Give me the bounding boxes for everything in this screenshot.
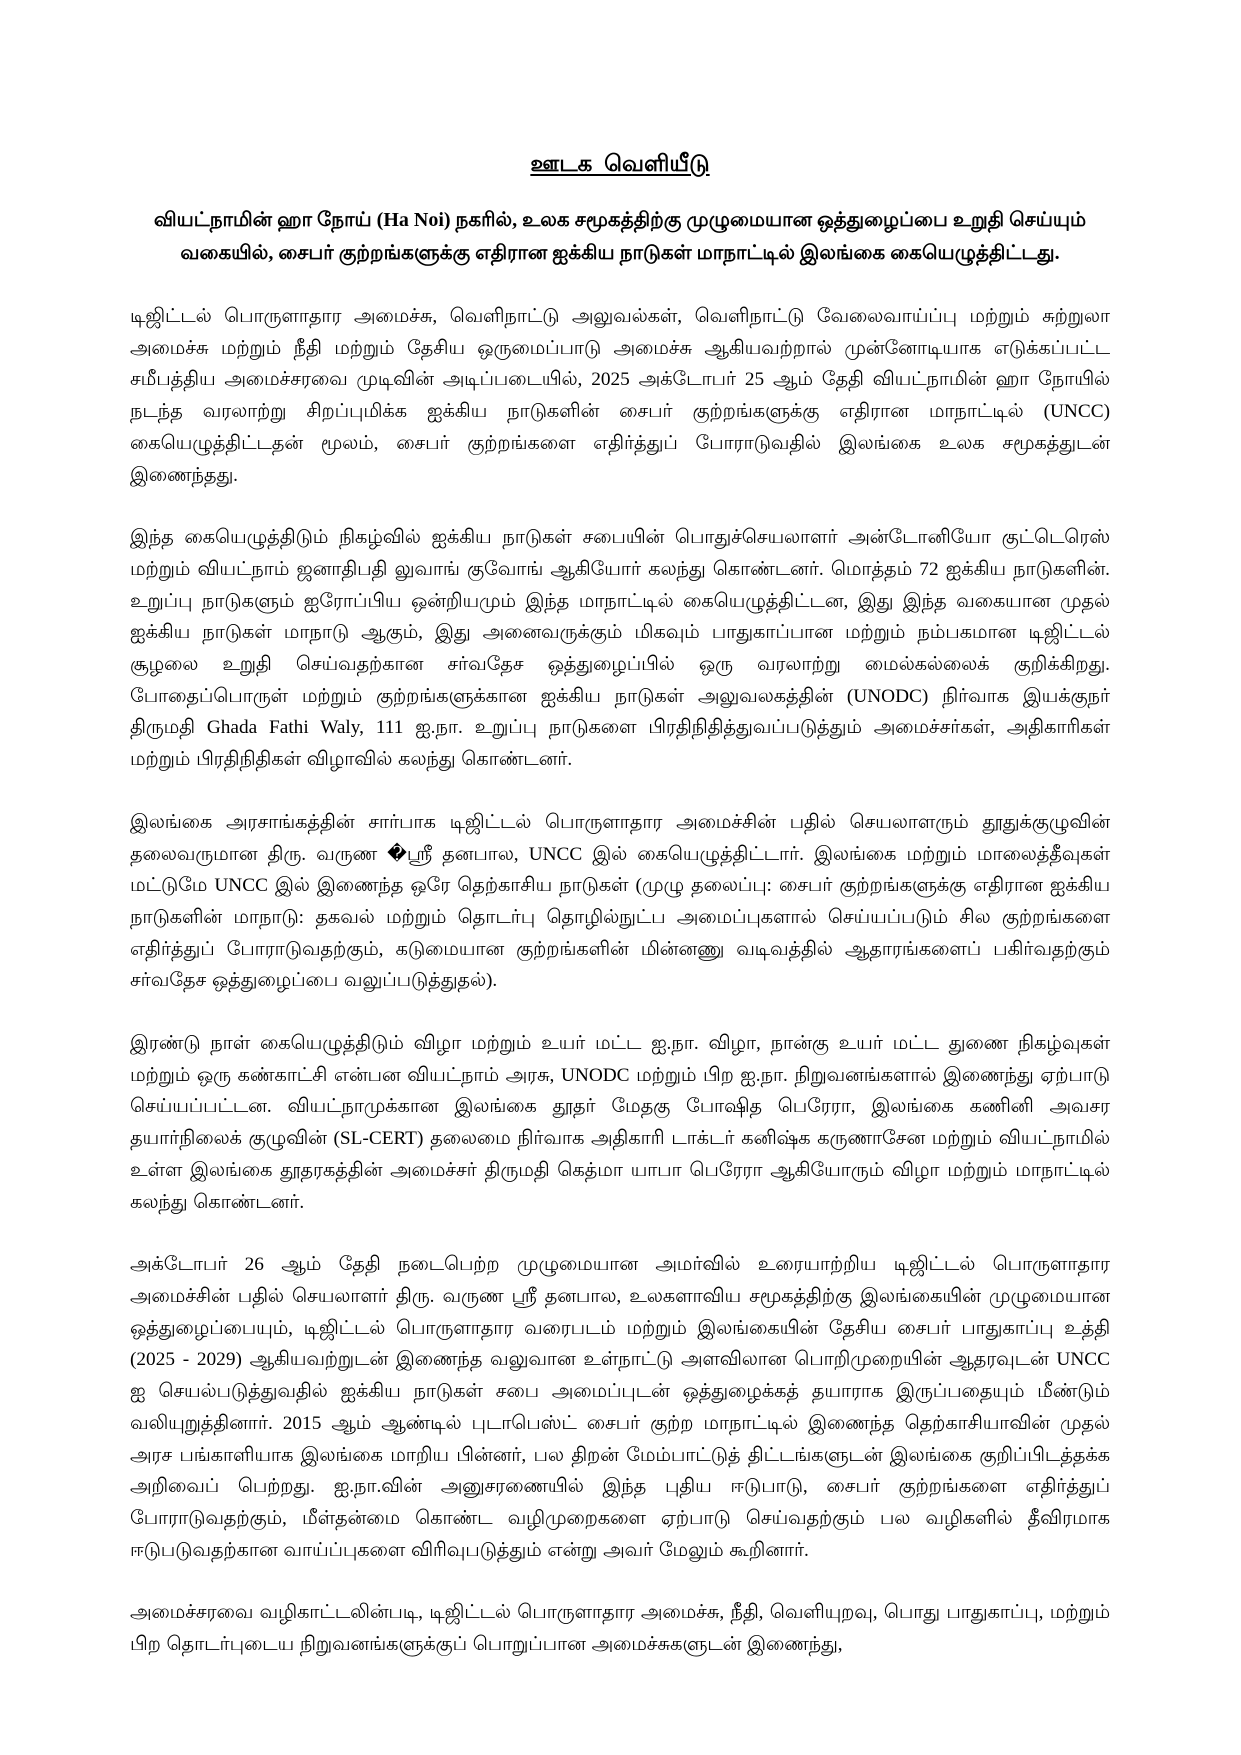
paragraph-4: இரண்டு நாள் கையெழுத்திடும் விழா மற்றும் உயர் மட்ட ஐ.நா. விழா, நான்கு உயர் மட்ட துணை நிகழ்வுகள் மற்றும் ஒரு கண்காட்சி என்பன வியட்நாம் அரசு, UNODC மற்றும் பிற ஐ.நா. நிறுவனங்களால் இணைந்து ஏற்பாடு செய்யப்பட்டன. வியட்நாமுக்கான இலங்கை தூதர் மேதகு போஷித பெரேரா, இலங்கை கணினி அவசர தயார்நிலைக் குழுவின் (SL-CERT) தலைமை நிர்வாக அதிகாரி டாக்டர் கனிஷ்க கருணாசேன மற்றும் வியட்நாமில் உள்ள இலங்கை தூதரகத்தின் அமைச்சர் திருமதி கெத்மா யாபா பெரேரா ஆகியோரும் விழா மற்றும் மாநாட்டில் கலந்து கொண்டனர். — [130, 1033, 1110, 1213]
paragraph-1: டிஜிட்டல் பொருளாதார அமைச்சு, வெளிநாட்டு அலுவல்கள், வெளிநாட்டு வேலைவாய்ப்பு மற்றும் சுற்றுலா அமைச்சு மற்றும் நீதி மற்றும் தேசிய ஒருமைப்பாடு அமைச்சு ஆகியவற்றால் முன்னோடியாக எடுக்கப்பட்ட சமீபத்திய அமைச்சரவை முடிவின் அடிப்படையில், 2025 அக்டோபர் 25 ஆம் தேதி வியட்நாமின் ஹா நோயில் நடந்த வரலாற்று சிறப்புமிக்க ஐக்கிய நாடுகளின் சைபர் குற்றங்களுக்கு எதிரான மாநாட்டில் (UNCC) கையெழுத்திட்டதன் மூலம், சைபர் குற்றங்களை எதிர்த்துப் போராடுவதில் இலங்கை உலக சமூகத்துடன் இணைந்தது. — [130, 306, 1110, 486]
document-title-text: ஊடக வெளியீடு — [530, 151, 710, 176]
paragraph-3: இலங்கை அரசாங்கத்தின் சார்பாக டிஜிட்டல் பொருளாதார அமைச்சின் பதில் செயலாளரும் தூதுக்குழுவின் தலைவருமான திரு. வருண �ஸ்ரீ தனபால, UNCC இல் கையெழுத்திட்டார். இலங்கை மற்றும் மாலைத்தீவுகள் மட்டுமே UNCC இல் இணைந்த ஒரே தெற்காசிய நாடுகள் (முழு தலைப்பு: சைபர் குற்றங்களுக்கு எதிரான ஐக்கிய நாடுகளின் மாநாடு: தகவல் மற்றும் தொடர்பு தொழில்நுட்ப அமைப்புகளால் செய்யப்படும் சில குற்றங்களை எதிர்த்துப் போராடுவதற்கும், கடுமையான குற்றங்களின் மின்னணு வடிவத்தில் ஆதாரங்களைப் பகிர்வதற்கும் சர்வதேச ஒத்துழைப்பை வலுப்படுத்துதல்). — [130, 811, 1110, 992]
document-body — [130, 301, 1110, 1661]
document-heading: வியட்நாமின் ஹா நோய் (Ha Noi) நகரில், உலக சமூகத்திற்கு முழுமையான ஒத்துழைப்பை உறுதி செய்யும் வகையில், சைபர் குற்றங்களுக்கு எதிரான ஐக்கிய நாடுகள் மாநாட்டில் இலங்கை கையெழுத்திட்டது. — [153, 209, 1087, 264]
paragraph-2: இந்த கையெழுத்திடும் நிகழ்வில் ஐக்கிய நாடுகள் சபையின் பொதுச்செயலாளர் அன்டோனியோ குட்டெரெஸ் மற்றும் வியட்நாம் ஜனாதிபதி லுவாங் குவோங் ஆகியோர் கலந்து கொண்டனர். மொத்தம் 72 ஐக்கிய நாடுகளின். உறுப்பு நாடுகளும் ஐரோப்பிய ஒன்றியமும் இந்த மாநாட்டில் கையெழுத்திட்டன, இது இந்த வகையான முதல் ஐக்கிய நாடுகள் மாநாடு ஆகும், இது அனைவருக்கும் மிகவும் பாதுகாப்பான மற்றும் நம்பகமான டிஜிட்டல் சூழலை உறுதி செய்வதற்கான சர்வதேச ஒத்துழைப்பில் ஒரு வரலாற்று மைல்கல்லைக் குறிக்கிறது. போதைப்பொருள் மற்றும் குற்றங்களுக்கான ஐக்கிய நாடுகள் அலுவலகத்தின் (UNODC) நிர்வாக இயக்குநர் திருமதி Ghada Fathi Waly, 111 ஐ.நா. உறுப்பு நாடுகளை பிரதிநிதித்துவப்படுத்தும் அமைச்சர்கள், அதிகாரிகள் மற்றும் பிரதிநிதிகள் விழாவில் கலந்து கொண்டனர். — [130, 527, 1110, 771]
document-title — [130, 150, 1110, 178]
paragraph-5: அக்டோபர் 26 ஆம் தேதி நடைபெற்ற முழுமையான அமர்வில் உரையாற்றிய டிஜிட்டல் பொருளாதார அமைச்சின் பதில் செயலாளர் திரு. வருண ஸ்ரீ தனபால, உலகளாவிய சமூகத்திற்கு இலங்கையின் முழுமையான ஒத்துழைப்பையும், டிஜிட்டல் பொருளாதார வரைபடம் மற்றும் இலங்கையின் தேசிய சைபர் பாதுகாப்பு உத்தி (2025 - 2029) ஆகியவற்றுடன் இணைந்த வலுவான உள்நாட்டு அளவிலான பொறிமுறையின் ஆதரவுடன் UNCC ஐ செயல்படுத்துவதில் ஐக்கிய நாடுகள் சபை அமைப்புடன் ஒத்துழைக்கத் தயாராக இருப்பதையும் மீண்டும் வலியுறுத்தினார். 2015 ஆம் ஆண்டில் புடாபெஸ்ட் சைபர் குற்ற மாநாட்டில் இணைந்த தெற்காசியாவின் முதல் அரச பங்காளியாக இலங்கை மாறிய பின்னர், பல திறன் மேம்பாட்டுத் திட்டங்களுடன் இலங்கை குறிப்பிடத்தக்க அறிவைப் பெற்றது. ஐ.நா.வின் அனுசரணையில் இந்த புதிய ஈடுபாடு, சைபர் குற்றங்களை எதிர்த்துப் போராடுவதற்கும், மீள்தன்மை கொண்ட வழிமுறைகளை ஏற்பாடு செய்வதற்கும் பல வழிகளில் தீவிரமாக ஈடுபடுவதற்கான வாய்ப்புகளை விரிவுபடுத்தும் என்று அவர் மேலும் கூறினார். — [130, 1254, 1110, 1561]
paragraph-6: அமைச்சரவை வழிகாட்டலின்படி, டிஜிட்டல் பொருளாதார அமைச்சு, நீதி, வெளியுறவு, பொது பாதுகாப்பு, மற்றும் பிற தொடர்புடைய நிறுவனங்களுக்குப் பொறுப்பான அமைச்சுகளுடன் இணைந்து, — [130, 1602, 1110, 1656]
